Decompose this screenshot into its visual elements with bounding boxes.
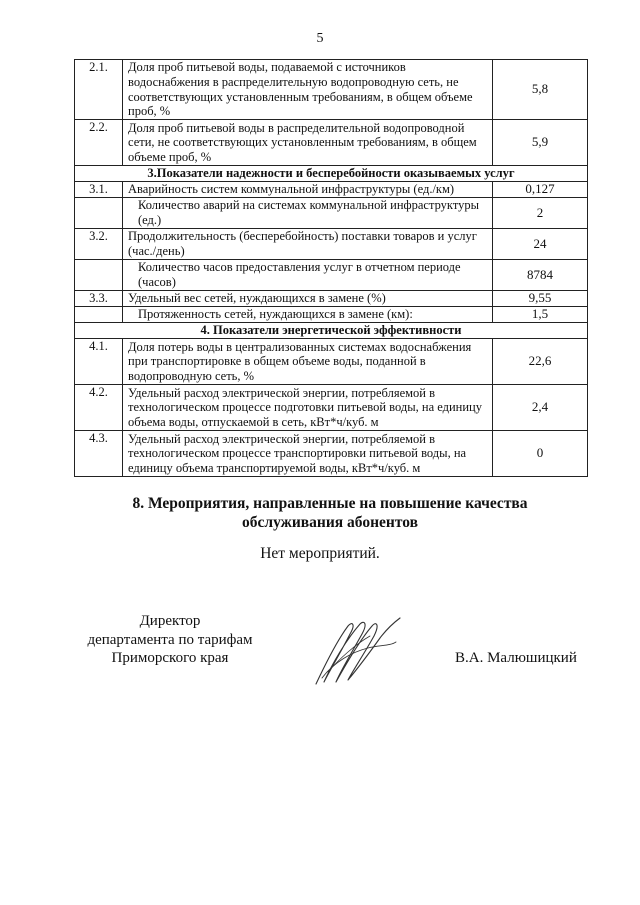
row-number: 2.2. xyxy=(75,120,123,166)
row-number: 4.3. xyxy=(75,431,123,477)
signer-name: В.А. Малюшицкий xyxy=(455,650,577,666)
row-value: 22,6 xyxy=(493,339,588,385)
row-number: 4.1. xyxy=(75,339,123,385)
row-number: 3.1. xyxy=(75,182,123,198)
section-header: 3.Показатели надежности и бесперебойности оказываемых услуг xyxy=(75,166,588,182)
row-description: Протяженность сетей, нуждающихся в замене (км): xyxy=(123,307,493,323)
row-description: Удельный расход электрической энергии, потребляемой в технологическом процессе подготовки питьевой воды, на единицу объема воды, отпускаемой в сеть, кВт*ч/куб. м xyxy=(123,385,493,431)
row-description: Доля проб питьевой воды, подаваемой с источников водоснабжения в распределительную водопроводную сеть, не соответствующих установленным требованиям, в общем объеме проб, % xyxy=(123,60,493,120)
row-value: 8784 xyxy=(493,260,588,291)
indicators-table xyxy=(74,59,588,477)
signer-title-line: Приморского края xyxy=(111,650,229,666)
table-row xyxy=(75,120,588,166)
section-header: 4. Показатели энергетической эффективности xyxy=(75,323,588,339)
section-8-text: Нет мероприятий. xyxy=(260,545,380,562)
section-header-row xyxy=(75,166,588,182)
signer-title-line: департамента по тарифам xyxy=(87,631,253,648)
row-number: 3.3. xyxy=(75,291,123,307)
table-row xyxy=(75,291,588,307)
table-row xyxy=(75,385,588,431)
row-value: 9,55 xyxy=(493,291,588,307)
row-number-empty xyxy=(75,260,123,291)
row-value: 5,8 xyxy=(493,60,588,120)
row-value: 5,9 xyxy=(493,120,588,166)
row-description: Удельный расход электрической энергии, потребляемой в технологическом процессе транспортировки питьевой воды, на единицу объема транспортируемой воды, кВт*ч/куб. м xyxy=(123,431,493,477)
table-row xyxy=(75,60,588,120)
row-number-empty xyxy=(75,307,123,323)
section-8-title: 8. Мероприятия, направленные на повышение качества обслуживания абонентов xyxy=(132,495,528,531)
table-row xyxy=(75,182,588,198)
page-number: 5 xyxy=(316,31,324,46)
section-header-row xyxy=(75,323,588,339)
row-description: Доля проб питьевой воды в распределительной водопроводной сети, не соответствующих установленным требованиям, в общем объеме проб, % xyxy=(123,120,493,166)
row-description: Количество часов предоставления услуг в отчетном периоде (часов) xyxy=(123,260,493,291)
row-number: 2.1. xyxy=(75,60,123,120)
row-number-empty xyxy=(75,198,123,229)
table-row xyxy=(75,431,588,477)
row-value: 0,127 xyxy=(493,182,588,198)
table-row xyxy=(75,229,588,260)
row-description: Продолжительность (бесперебойность) поставки товаров и услуг (час./день) xyxy=(123,229,493,260)
signer-title xyxy=(65,612,275,668)
row-number: 3.2. xyxy=(75,229,123,260)
table-row xyxy=(75,339,588,385)
row-value: 2,4 xyxy=(493,385,588,431)
row-value: 0 xyxy=(493,431,588,477)
row-description: Аварийность систем коммунальной инфраструктуры (ед./км) xyxy=(123,182,493,198)
row-value: 2 xyxy=(493,198,588,229)
handwritten-signature-icon xyxy=(306,612,406,692)
row-value: 24 xyxy=(493,229,588,260)
row-description: Количество аварий на системах коммунальной инфраструктуры (ед.) xyxy=(123,198,493,229)
table-row xyxy=(75,198,588,229)
row-description: Доля потерь воды в централизованных системах водоснабжения при транспортировке в общем объеме воды, поданной в водопроводную сеть, % xyxy=(123,339,493,385)
signer-title-line: Директор xyxy=(139,613,201,629)
row-value: 1,5 xyxy=(493,307,588,323)
table-row xyxy=(75,260,588,291)
row-number: 4.2. xyxy=(75,385,123,431)
table-row xyxy=(75,307,588,323)
row-description: Удельный вес сетей, нуждающихся в замене (%) xyxy=(123,291,493,307)
